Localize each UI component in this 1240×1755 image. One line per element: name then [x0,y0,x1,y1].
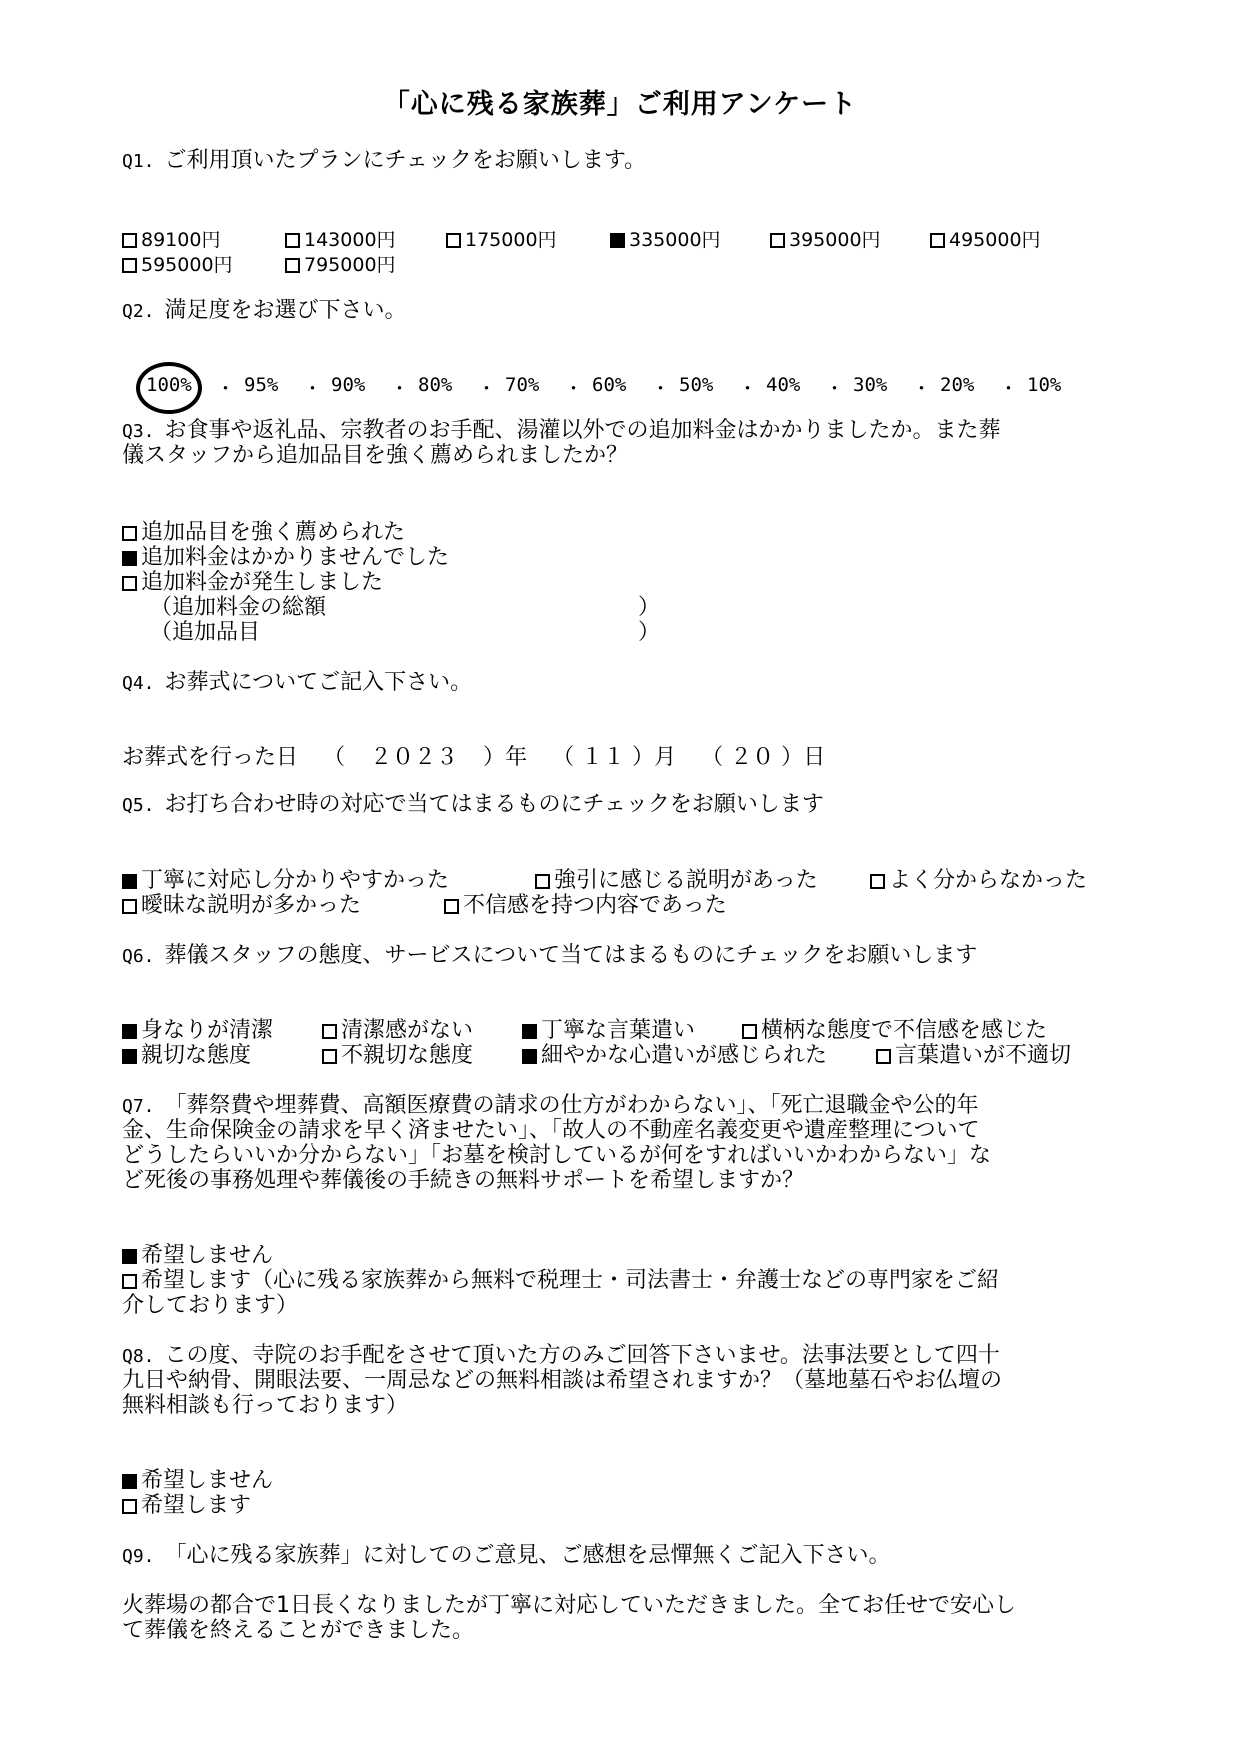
day-unit: 日 [803,745,826,770]
checkbox-icon[interactable] [122,526,137,541]
satisfaction-option[interactable]: 30% [853,374,888,396]
checkbox-icon[interactable] [122,576,137,591]
q7-text-line3: どうしたらいいか分からない」「お墓を検討しているが何をすればいいかわからない」な [122,1143,992,1168]
separator: ・ [564,378,584,400]
checkbox-icon[interactable] [742,1024,757,1039]
q3-option[interactable]: 追加料金はかかりませんでした [122,545,449,570]
q9-text: 「心に残る家族葬」に対してのご意見、ご感想を忌憚無くご記入下さい。 [164,1543,891,1568]
close-paren: ） [638,595,661,620]
checkbox-icon[interactable] [122,1249,137,1264]
checkbox-icon[interactable] [930,233,945,248]
q7-text-line4: ど死後の事務処理や葬儀後の手続きの無料サポートを希望しますか？ [122,1168,805,1193]
q7-number: Q7. [122,1096,155,1117]
q3-number: Q3. [122,421,155,442]
q9-answer-line2[interactable]: て葬儀を終えることができました。 [122,1618,475,1643]
separator: ・ [825,378,845,400]
separator: ・ [738,378,758,400]
q7-option[interactable]: 希望しません [122,1243,273,1268]
q6-option[interactable]: 丁寧な言葉遣い [522,1018,695,1043]
q6-option[interactable]: 細やかな心遣いが感じられた [522,1043,827,1068]
checkbox-icon[interactable] [122,233,137,248]
separator: ・ [477,378,497,400]
separator: ・ [390,378,410,400]
checkbox-icon[interactable] [522,1049,537,1064]
q4-text: お葬式についてご記入下さい。 [164,670,473,695]
checkbox-icon[interactable] [285,233,300,248]
survey-title: 「心に残る家族葬」ご利用アンケート [382,89,858,120]
checkbox-icon[interactable] [535,874,550,889]
satisfaction-option[interactable]: 60% [592,374,627,396]
q6-option[interactable]: 親切な態度 [122,1043,251,1068]
satisfaction-option[interactable]: 50% [679,374,714,396]
q1-text: ご利用頂いたプランにチェックをお願いします。 [164,148,647,173]
additional-fee-total-label: （追加料金の総額 [150,595,327,620]
q7-text-line1: 「葬祭費や埋葬費、高額医療費の請求の仕方がわからない」、「死亡退職金や公的年 [164,1093,979,1118]
q4-number: Q4. [122,673,155,694]
q6-option[interactable]: 身なりが清潔 [122,1018,273,1043]
funeral-year[interactable]: ２０２３ [370,745,459,770]
q6-option[interactable]: 清潔感がない [322,1018,473,1043]
satisfaction-option[interactable]: 90% [331,374,366,396]
q5-text: お打ち合わせ時の対応で当てはまるものにチェックをお願いします [164,792,824,817]
q1-option[interactable]: 335000円 [610,225,721,252]
q1-option[interactable]: 143000円 [285,225,396,252]
q8-text-line2: 九日や納骨、開眼法要、一周忌などの無料相談は希望されますか？（墓地墓石やお仏壇の [122,1368,1003,1393]
q1-option[interactable]: 89100円 [122,225,220,252]
q1-question [122,148,1132,174]
checkbox-icon[interactable] [122,1274,137,1289]
q8-number: Q8. [122,1346,155,1367]
checkbox-icon[interactable] [522,1024,537,1039]
checkbox-icon[interactable] [122,899,137,914]
separator: ・ [912,378,932,400]
q7-option-continuation: 介しております） [122,1293,299,1318]
q5-question [122,792,1132,818]
close-paren: ） [638,620,661,645]
q9-number: Q9. [122,1546,155,1567]
funeral-day[interactable]: ２０ [730,745,775,770]
checkbox-icon[interactable] [870,874,885,889]
checkbox-icon[interactable] [322,1049,337,1064]
q8-question [122,1343,1132,1369]
q8-option[interactable]: 希望します [122,1493,251,1518]
checkbox-icon[interactable] [122,1499,137,1514]
q7-option[interactable]: 希望します（心に残る家族葬から無料で税理士・司法書士・弁護士などの専門家をご紹 [122,1268,999,1293]
checkbox-icon[interactable] [122,874,137,889]
satisfaction-option[interactable]: 40% [766,374,801,396]
q6-option[interactable]: 不親切な態度 [322,1043,473,1068]
q3-question [122,418,1132,444]
q5-option[interactable]: よく分からなかった [870,868,1087,893]
q1-number: Q1. [122,151,155,172]
checkbox-icon[interactable] [610,233,625,248]
q1-option[interactable]: 495000円 [930,225,1041,252]
checkbox-icon[interactable] [322,1024,337,1039]
funeral-date-line: お葬式を行った日 （ ２０２３ ）年 （ １１ ）月 （ ２０ ）日 [122,745,826,770]
separator: ・ [303,378,323,400]
separator: ・ [651,378,671,400]
q8-text-line3: 無料相談も行っております） [122,1393,409,1418]
q9-question [122,1543,1132,1569]
q6-text: 葬儀スタッフの態度、サービスについて当てはまるものにチェックをお願いします [164,943,978,968]
month-unit: 月 [654,745,677,770]
checkbox-icon[interactable] [122,258,137,273]
q2-question [122,298,1132,324]
q3-text-line1: お食事や返礼品、宗教者のお手配、湯灌以外での追加料金はかかりましたか。また葬 [164,418,1001,443]
q1-option[interactable]: 795000円 [285,250,396,277]
q5-option[interactable]: 不信感を持つ内容であった [444,893,727,918]
q5-number: Q5. [122,795,155,816]
year-unit: 年 [505,745,528,770]
q3-text-line2: 儀スタッフから追加品目を強く薦められましたか？ [122,443,629,468]
satisfaction-option[interactable]: 100% [146,374,192,396]
q2-text: 満足度をお選び下さい。 [164,298,407,323]
checkbox-icon[interactable] [876,1049,891,1064]
checkbox-icon[interactable] [285,258,300,273]
checkbox-icon[interactable] [446,233,461,248]
q6-option[interactable]: 横柄な態度で不信感を感じた [742,1018,1047,1043]
q7-question [122,1093,1132,1119]
checkbox-icon[interactable] [122,1024,137,1039]
q6-number: Q6. [122,946,155,967]
checkbox-icon[interactable] [770,233,785,248]
checkbox-icon[interactable] [122,1049,137,1064]
q5-option[interactable]: 強引に感じる説明があった [535,868,818,893]
q8-text-line1: この度、寺院のお手配をさせて頂いた方のみご回答下さいませ。法事法要として四十 [164,1343,1000,1368]
q8-option[interactable]: 希望しません [122,1468,273,1493]
separator: ・ [216,378,236,400]
funeral-month[interactable]: １１ [581,745,626,770]
funeral-date-label: お葬式を行った日 [122,745,299,770]
q6-question [122,943,1132,969]
q1-option[interactable]: 395000円 [770,225,881,252]
additional-items-label: （追加品目 [150,620,261,645]
q3-option[interactable]: 追加品目を強く薦められた [122,520,405,545]
q3-option[interactable]: 追加料金が発生しました [122,570,383,595]
q5-option[interactable]: 曖昧な説明が多かった [122,893,361,918]
q7-text-line2: 金、生命保険金の請求を早く済ませたい」、「故人の不動産名義変更や遺産整理について [122,1118,980,1143]
satisfaction-option[interactable]: 70% [505,374,540,396]
checkbox-icon[interactable] [122,551,137,566]
q9-answer-line1[interactable]: 火葬場の都合で1日長くなりましたが丁寧に対応していただきました。全てお任せで安心し [122,1593,1017,1618]
separator: ・ [999,378,1019,400]
satisfaction-option[interactable]: 80% [418,374,453,396]
satisfaction-option[interactable]: 20% [940,374,975,396]
checkbox-icon[interactable] [444,899,459,914]
q4-question [122,670,1132,696]
q6-option[interactable]: 言葉遣いが不適切 [876,1043,1071,1068]
q2-number: Q2. [122,301,155,322]
q1-option[interactable]: 175000円 [446,225,557,252]
q5-option[interactable]: 丁寧に対応し分かりやすかった [122,868,449,893]
satisfaction-option[interactable]: 10% [1027,374,1062,396]
satisfaction-option[interactable]: 95% [244,374,279,396]
checkbox-icon[interactable] [122,1474,137,1489]
q1-option[interactable]: 595000円 [122,250,233,277]
